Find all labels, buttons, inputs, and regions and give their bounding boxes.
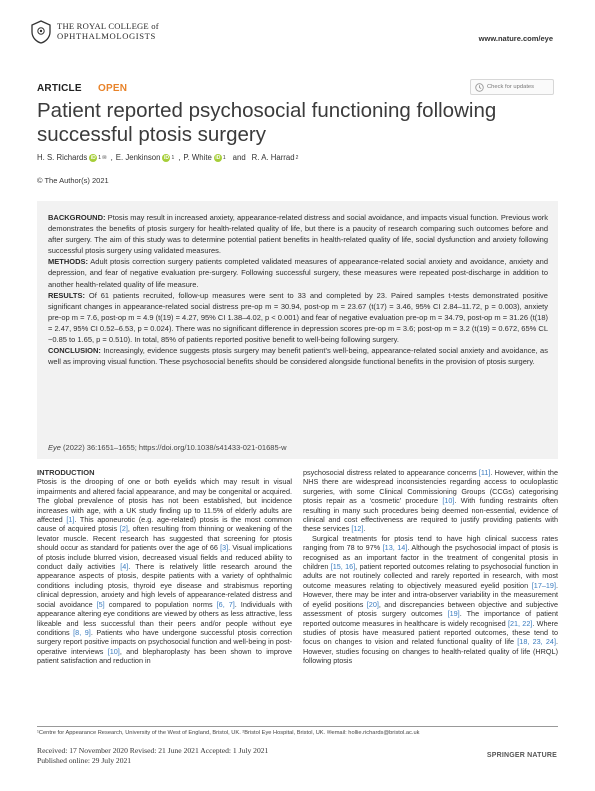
body-text: compared to population norms (104, 599, 217, 609)
reference-link[interactable]: [12] (351, 524, 364, 534)
body-text: . (363, 524, 366, 534)
body-text: . However, studies focusing on changes to health-related quality of life (HRQL) following ptosis (303, 637, 558, 666)
reference-link[interactable]: [6, 7] (216, 599, 235, 609)
intro-paragraph-1-continued (303, 468, 558, 534)
author-affiliation-sup: 2 (295, 154, 299, 161)
affiliations-footnote: ¹Centre for Appearance Research, University of the West of England, Bristol, UK. ²Bristol Eye Hospital, Bristol, UK. ✉email: hollie.richards@bristol.ac.uk (37, 730, 420, 736)
reference-link[interactable]: [21, 22] (507, 618, 533, 628)
reference-link[interactable]: [10] (442, 496, 455, 506)
check-for-updates-button[interactable] (470, 79, 554, 95)
footnote-divider (37, 726, 558, 727)
body-text: . The importance of patient reported outcome measures in healthcare is widely recognised (303, 609, 558, 628)
logo-line-1: THE ROYAL COLLEGE of (57, 21, 159, 31)
reference-link[interactable]: [8, 9] (73, 627, 91, 637)
reference-link[interactable]: [17–19] (531, 580, 556, 590)
body-text: . Individuals with appearance altering eye conditions are viewed by others as less attractive, less likeable and less successful than their peers and/or people without eye conditions (37, 599, 292, 637)
college-crest-icon (29, 20, 53, 44)
results-label: RESULTS: (48, 290, 85, 300)
check-updates-label: Check for updates (487, 84, 535, 90)
citation-doi-link[interactable]: (2022) 36:1651–1655; https://doi.org/10.1038/s41433-021-01685-w (63, 443, 287, 452)
methods-label: METHODS: (48, 257, 88, 267)
citation-journal: Eye (48, 443, 61, 452)
author-conjunction: and (232, 153, 246, 162)
body-text: . This aponeurotic (e.g. age-related) ptosis is the most common cause of acquired ptosis (37, 515, 292, 534)
publication-dates (37, 746, 268, 765)
results-text: Of 61 patients recruited, follow-up measures were sent to 33 and completed by 23. Paired samples t-tests demonstrated positive significant changes in appearance-related social distress pre-op m = 30.94, post-op m = 23.67 (t(17) = 3.46, 95% CI 2.84–11.72, p = 0.003), anxiety pre-op m = 7.6, post-op m = 4.9 (t(19) = 4.27, 95% CI 1.38–4.02, p < 0.001) and fear of negative evaluation pre-op m = 34.79, post-op m = 31.26 (t(18) = 2.47, 95% CI 0.52–6.53, p = 0.024). There was no significant difference in depression scores pre-op m = 3.6; post-op m = 3.2 (t(19) = 0.672, 65% CL −0.85 to 1.65, p = 0.510). In total, 85% of patients reported positive benefit to well-being following surgery. (48, 290, 548, 345)
author-affiliation-sup: 1 (222, 154, 226, 161)
body-text: , and discrepancies between objective and subjective assessment of ptosis surgery outcomes (303, 599, 558, 619)
body-text: , often resulting from thinning or weakening of the levator muscle. Recent research has suggested that screening for ptosis should occur as standard for patients over the age of 66 (37, 524, 293, 553)
body-text: Ptosis is the drooping of one or both eyelids which may result in visual impairments and altered facial appearance, and may be congenital or acquired. The global prevalence of ptosis has not been established, but incidence increases with age, with a UK study finding up to 11.5% of elderly adults are affected (37, 477, 292, 525)
body-text: psychosocial distress related to appearance concerns (303, 468, 479, 477)
body-text: . Where studies of ptosis have measured patient reported outcomes, these tend to focus on changes to vision and related functional quality of life (303, 618, 559, 647)
body-left-column (37, 468, 292, 666)
reference-link[interactable]: [3] (220, 543, 229, 553)
intro-paragraph-2 (303, 534, 558, 666)
body-text: Surgical treatments for ptosis tend to have high clinical success rates ranging from 78 to 97% (303, 533, 558, 553)
body-text: , patient reported outcomes relating to psychosocial function in adults are not routinely collected and rarely reported in research, with most outcome measures relating to objectively measured eyelid position (303, 562, 559, 590)
abstract-background (48, 212, 548, 256)
author-name[interactable]: H. S. Richards (37, 153, 88, 162)
copyright-notice: © The Author(s) 2021 (37, 176, 109, 185)
body-text: . Although the psychosocial impact of ptosis is recognised as an important factor in the treatment of congenital ptosis in children (303, 543, 558, 572)
orcid-icon[interactable]: iD (215, 154, 221, 161)
body-text: , and blepharoplasty has been shown to improve patient satisfaction and reduction in (37, 646, 292, 666)
body-text: . However, there may be inter and intra-observer variability in the measurement of eyelid positions (303, 580, 558, 609)
open-access-badge: OPEN (98, 83, 128, 94)
body-text: . However, within the NHS there are widespread inconsistencies regarding access to oculoplastic surgeries, with some Clinical Commissioning Groups (CCGs) categorising ptosis repair as a ‘cosmetic’ procedure (303, 468, 558, 506)
reference-link[interactable]: [4] (120, 562, 129, 572)
reference-link[interactable]: [13, 14] (382, 543, 408, 553)
body-text: . There is relatively little research around the appearance aspects of ptosis, despite patients with a variety of ophthalmic conditions including ptosis, thyroid eye disease and strabismus reporting clinical depression, anxiety and high levels of appearance-related distress and social avoidance (37, 562, 292, 609)
reference-link[interactable]: [20] (366, 599, 379, 609)
background-label: BACKGROUND: (48, 213, 106, 222)
reference-link[interactable]: [15, 16] (330, 562, 356, 572)
reference-link[interactable]: [10] (107, 646, 120, 656)
article-title: Patient reported psychosocial functioning following successful ptosis surgery (37, 99, 497, 146)
abstract-methods (48, 256, 548, 289)
conclusion-label: CONCLUSION: (48, 346, 101, 356)
reference-link[interactable]: [5] (96, 599, 105, 609)
abstract-conclusion (48, 345, 548, 367)
reference-link[interactable]: [18, 23, 24] (517, 637, 556, 647)
intro-paragraph-1 (37, 477, 292, 665)
body-text: . Patients who have undergone successful ptosis correction surgery report positive impacts on psychosocial function and well-being in post-operative interviews (37, 627, 292, 656)
author-name[interactable]: R. A. Harrad (251, 153, 295, 162)
author-affiliation-sup: 1 ✉ (98, 154, 107, 161)
body-text: . With funding restraints often resulting in many such procedures being deemed non-essential, evidence of clinical and cost effectiveness are required to justify providing patients with these services (303, 496, 559, 534)
reference-link[interactable]: [1] (66, 515, 75, 525)
author-affiliation-sup: 1 (171, 154, 175, 161)
publisher-logo: SPRINGER NATURE (486, 752, 557, 759)
published-online-date: Published online: 29 July 2021 (37, 755, 132, 765)
reference-link[interactable]: [19] (447, 609, 460, 619)
body-text: . Visual implications of ptosis include blurred vision, decreased visual fields and reduced ability to conduct daily activities (37, 543, 292, 572)
college-logo-text (57, 21, 159, 41)
body-right-column (303, 468, 558, 666)
background-text: Ptosis may result in increased anxiety, appearance-related distress and social avoidance, and impacts visual function. Previous work demonstrates the benefits of ptosis surgery for health-related quality of life, but there is a paucity of research comparing such outcomes before and after surgery. The aim of this study was to determine potential patient benefits in health-related quality of life, social dysfunction and anxiety following successful ptosis surgery using validated measures. (48, 213, 548, 256)
check-updates-icon (475, 83, 484, 92)
abstract-results (48, 290, 548, 345)
received-revised-accepted-dates: Received: 17 November 2020 Revised: 21 June 2021 Accepted: 1 July 2021 (37, 746, 269, 755)
abstract (48, 212, 548, 367)
journal-url-link[interactable]: www.nature.com/eye (478, 34, 553, 43)
logo-line-2: OPHTHALMOLOGISTS (57, 31, 156, 41)
reference-link[interactable]: [11] (478, 468, 491, 477)
author-name[interactable]: P. White (183, 153, 212, 162)
reference-link[interactable]: [2] (119, 524, 128, 534)
orcid-icon[interactable]: iD (90, 154, 96, 161)
conclusion-text: Increasingly, evidence suggests ptosis surgery may benefit patient’s well-being, appearance-related social anxiety and avoidance, as well as improving visual function. These psychosocial benefits should be considered alongside functional benefits in the provision of ptosis surgery. (48, 346, 548, 367)
author-name[interactable]: E. Jenkinson (115, 153, 161, 162)
orcid-icon[interactable]: iD (163, 154, 169, 161)
section-heading-introduction: INTRODUCTION (37, 468, 95, 477)
article-type-label: ARTICLE (37, 83, 82, 94)
methods-text: Adult ptosis correction surgery patients completed validated measures of appearance-related social anxiety and avoidance, anxiety and depression, and fear of negative evaluation pre-surgery. Following successful surgery, these measures were repeated post-discharge in addition to another health-related quality of life measure. (48, 257, 549, 289)
author-list: H. S. Richards iD 1 ✉ , E. Jenkinson iD 1 , P. White iD 1 and R. A. Harrad 2 (37, 153, 299, 162)
citation-line (48, 443, 287, 452)
